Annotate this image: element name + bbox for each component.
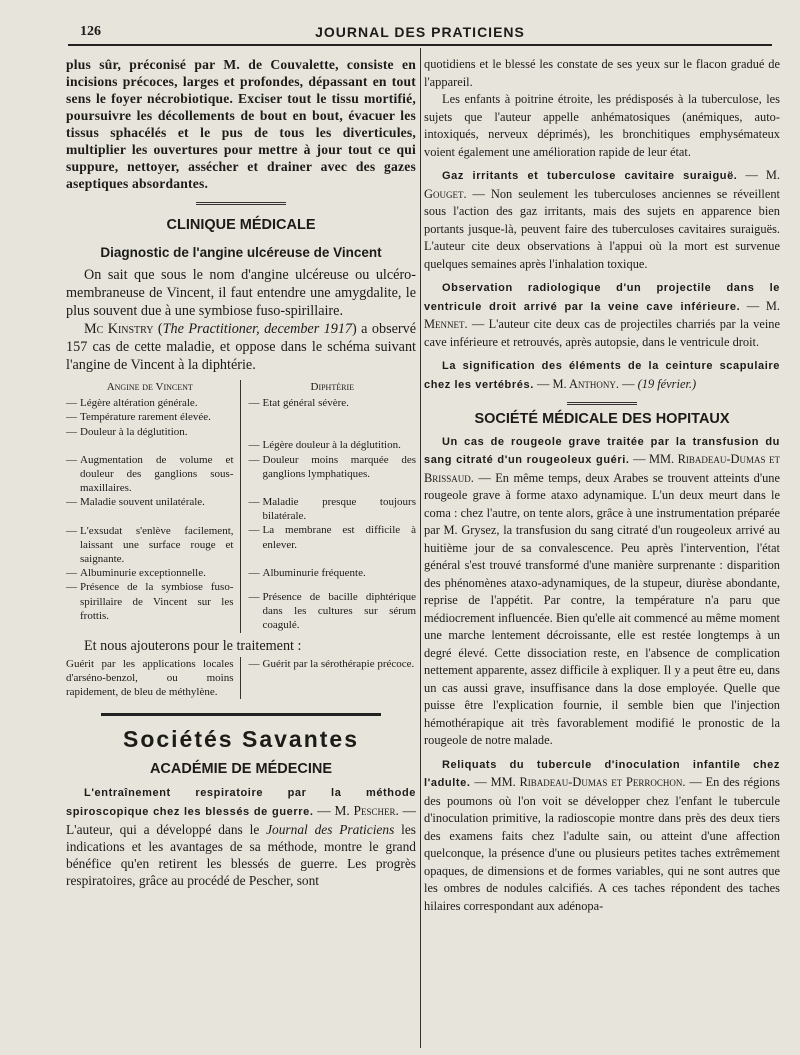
column-heading: Diphtérie — [310, 381, 354, 393]
author-name: M. Anthony. — [552, 376, 620, 391]
running-header — [68, 20, 772, 46]
list-item-text: Albuminurie exceptionnelle. — [80, 567, 206, 580]
list-item-text: L'exsudat s'enlève facilement, laissant une surface rouge et saignante. — [80, 524, 234, 566]
list-item-text: Augmentation de volume et douleur des ganglions sous-maxillaires. — [80, 453, 234, 495]
paragraph: On sait que sous le nom d'angine ulcéreuse ou ulcéro-membraneuse de Vincent, il faut entendre une amygdalite, le plus souvent due à une symbiose fuso-spirillaire. — [66, 267, 416, 319]
journal-title: JOURNAL DES PRATICIENS — [315, 24, 525, 40]
societes-title: Sociétés Savantes — [122, 726, 359, 753]
runin-title: Un cas de rougeole grave traitée par la transfusion du sang citraté d'un rougeoleux guéri. — [424, 435, 780, 466]
column-heading: Angine de Vincent — [106, 381, 193, 393]
session-date: (19 février.) — [637, 376, 697, 391]
list-item-text: Albuminurie fréquente. — [262, 566, 366, 579]
academie-paragraph: L'entraînement respiratoire par la méthode spiroscopique chez les blessés de guerre. — M. Pescher. — L'auteur, qui a développé dans le Journal des Praticiens les indications et les avantages de sa méthode, montre le grand bénéfice qu'en retirent les blessés de guerre. Les progrès respiratoires, grâce au procédé de Pescher, sont — [66, 787, 416, 889]
left-column — [66, 56, 416, 1046]
comparison-column-diphtheria — [241, 380, 417, 633]
paragraph: Les enfants à poitrine étroite, les prédisposés à la tuberculose, les sujets que l'auteur appelle anhématosiques (anémiques, auto-intoxiqués, nerveux déprimés), les bronchitiques emphysémateux voient également une amélioration rapide de leur état. — [424, 92, 780, 159]
list-item-text: Douleur à la déglutition. — [80, 425, 188, 438]
list-item: — Présence de bacille diphtérique dans les cultures sur sérum coagulé. — [248, 591, 416, 632]
list-item-text: Douleur moins marquée des ganglions lymphatiques. — [262, 453, 416, 480]
list-item: — La membrane est difficile à enlever. — [248, 524, 416, 551]
paragraph-text: Non seulement les tuberculoses anciennes se réveillent sous l'action des gaz irritants, mais des sujets en apparence bien portants jusque-là, peuvent faire des tuberculoses cavitaires suraiguës. L'auteur cite deux observations à l'appui où la mort est survenue quelques semaines après l'inhalation toxique. — [424, 186, 780, 271]
runin-title: Observation radiologique d'un projectile dans le ventricule droit arrivé par la veine cave inférieure. — [424, 282, 780, 313]
list-item: — Douleur à la déglutition. — [66, 425, 234, 439]
treatment-intro: Et nous ajouterons pour le traitement : — [84, 637, 302, 654]
journal-citation: Journal des Praticiens — [266, 822, 395, 838]
smh-title: SOCIÉTÉ MÉDICALE DES HOPITAUX — [474, 411, 730, 427]
list-item: — Etat général sévère. — [249, 396, 417, 410]
section-divider — [567, 402, 637, 405]
treatment-diphtheria: — Guérit par la sérothérapie précoce. — [248, 657, 415, 670]
article-title: Diagnostic de l'angine ulcéreuse de Vincent — [100, 245, 382, 260]
paragraph: quotidiens et le blessé les constate de ses yeux sur le flacon gradué de l'appareil. — [424, 57, 780, 89]
runin-title: La signification des éléments de la ceinture scapulaire chez les vertébrés. — [424, 360, 780, 391]
paragraph-text: En même temps, deux Arabes se trouvent atteints d'une rougeole grave à forme ataxo adynamique. L'un deux meurt dans le coma : chez l'autre, on tente alors, grâce à une instrumentation préparée par M. Grysez, la transfusion du sang citraté d'un rougeoleux arrivé au huitième jour de sa convalescence. Peu après l'intervention, l'état général s'est trouvé transformé d'une manière surprenante : disparition des phénomènes ataxo-adynamiques, de la stupeur, diurèse abondante, reprise de l'appétit. Par contre, la température n'a paru que médiocrement influencée. Bien qu'elle ait commencé au même moment une marche lentement décroissante, elle est restée longtemps à un degré élevé. Cette dissociation reste, en l'absence de complication nettement apparente, assez difficile à expliquer. Il y a peut être eu, dans un cas aussi grave, insuffisance dans la dose employée. Quelle que puisse être l'explication fournie, il semble bien que l'injection hémothérapique ait très favorablement modifié le pronostic de la rougeole de notre malade. — [424, 470, 780, 747]
list-item-text: La membrane est difficile à enlever. — [262, 524, 416, 551]
list-item: — Présence de la symbiose fuso-spirillaire de Vincent sur les frottis. — [66, 581, 234, 622]
comparison-column-vincent — [66, 380, 241, 633]
list-item: — Maladie presque toujours bilatérale. — [248, 496, 416, 523]
paragraph-text: L'auteur cite deux cas de projectiles charriés par la veine cave inférieure et retrouvés, après autopsie, dans le ventricule droit. — [424, 317, 780, 349]
list-item: — Albuminurie exceptionnelle. — [66, 566, 234, 580]
list-item: — Augmentation de volume et douleur des ganglions sous-maxillaires. — [66, 453, 234, 495]
abstract-rougeole: Un cas de rougeole grave traitée par la transfusion du sang citraté d'un rougeoleux guéri. — MM. Ribadeau-Dumas et Brissaud. — En même temps, deux Arabes se trouvent atteints d'une rougeole grave à forme ataxo adynamique. L'un deux meurt dans le coma : chez l'autre, on tente alors, grâce à une instrumentation préparée par M. Grysez, la transfusion du sang citraté d'un rougeoleux arrivé au huitième jour de sa convalescence. Peu après l'intervention, l'état général s'est trouvé transformé d'une manière surprenante : disparition des phénomènes ataxo-adynamiques, de la stupeur, diurèse abondante, reprise de l'appétit. Par contre, la température n'a paru que médiocrement influencée. Bien qu'elle ait commencé au même moment une marche lentement décroissante, elle est restée longtemps à un degré élevé. Cette dissociation reste, en l'absence de complication nettement apparente, assez difficile à expliquer. Il y a peut être eu, dans un cas aussi grave, insuffisance dans la dose employée. Quelle que puisse être l'explication fournie, il semble bien que l'injection hémothérapique ait très favorablement modifié le pronostic de la rougeole de notre malade. — [424, 435, 780, 747]
column-rule — [420, 48, 421, 1048]
paragraph-text: les indications et les avantages de sa méthode, montre le grand bénéfice qu'en retirent les blessés de guerre. Les progrès respiratoires, grâce au procédé de Pescher, sont — [66, 822, 416, 889]
author-name: Mc Kinstry — [84, 321, 154, 337]
runin-title: Reliquats du tubercule d'inoculation infantile chez l'adulte. — [424, 758, 780, 789]
right-column — [424, 56, 780, 1046]
list-item-text: Présence de bacille diphtérique dans les cultures sur sérum coagulé. — [262, 591, 416, 632]
header-rule — [68, 44, 772, 46]
journal-citation: The Practitioner, december 1917 — [162, 321, 353, 337]
treatment-text: Guérit par la sérothérapie précoce. — [262, 657, 415, 670]
author-name: M. Gouget. — [424, 168, 780, 201]
list-item-text: Température rarement élevée. — [80, 411, 211, 424]
abstract-signification: La signification des éléments de la ceinture scapulaire chez les vertébrés. — M. Anthony. — (19 février.) — [424, 360, 780, 391]
author-name: M. Mennet. — [424, 298, 780, 331]
section-title: CLINIQUE MÉDICALE — [166, 217, 316, 233]
list-item: — Légère altération générale. — [66, 396, 234, 410]
list-item-text: Maladie presque toujours bilatérale. — [262, 496, 416, 523]
list-item: — Maladie souvent unilatérale. — [66, 495, 234, 509]
treatment-text: Guérit par les applications locales d'arséno-benzol, ou moins rapidement, de bleu de méthylène. — [66, 657, 234, 699]
list-item: — Température rarement élevée. — [66, 410, 234, 424]
list-item: — Douleur moins marquée des ganglions lymphatiques. — [248, 453, 416, 480]
section-divider — [196, 202, 286, 205]
list-item: — Légère douleur à la déglutition. — [249, 438, 417, 452]
list-item-text: Présence de la symbiose fuso-spirillaire de Vincent sur les frottis. — [80, 581, 234, 622]
list-item: — Albuminurie fréquente. — [249, 566, 417, 580]
runin-title: Gaz irritants et tuberculose cavitaire suraiguë. — [442, 170, 738, 182]
author-name: MM. Ribadeau-Dumas et Brissaud. — [424, 452, 780, 485]
paragraph-text: ) a observé 157 cas de cette maladie, et oppose dans le schéma suivant l'angine de Vincent à la diphtérie. — [66, 321, 416, 373]
intro-paragraph: plus sûr, préconisé par M. de Couvalette, consiste en incisions précoces, larges et profondes, dépassant en tout sens le foyer nécrobiotique. Exciser tout le tissu mortifié, poursuivre les décollements de bout en bout, évacuer les tissus sphacélés et le pus de tous les diverticules, multiplier les ouvertures pour mettre à jour tout ce qui suppure, nettoyer, assécher et drainer avec des gazes aseptiques absordantes. — [66, 57, 416, 191]
abstract-reliquats: Reliquats du tubercule d'inoculation infantile chez l'adulte. — MM. Ribadeau-Dumas et Perrochon. — En des régions des poumons où l'on voit se développer chez l'enfant le tubercule d'inoculation primitive, la radioscopie montre dans près des deux tiers des examens faits chez l'adulte sain, ou atteint d'une affection quelconque, la présence d'une ou plusieurs petites taches extrêmement opaques, de dimensions et de formes variables, qui ne sont autres que les ombres de nodules calcifiés. A ces taches répondent des taches hilaires correspondant aux adénopa- — [424, 758, 780, 913]
section-rule — [101, 713, 381, 716]
author-name: M. Pescher. — [334, 803, 399, 819]
abstract-gaz: Gaz irritants et tuberculose cavitaire suraiguë. — M. Gouget. — Non seulement les tuberculoses anciennes se réveillent sous l'action des gaz irritants, mais des sujets en apparence bien portants jusque-là, peuvent faire des tuberculoses cavitaires suraiguës. L'auteur cite deux observations à l'appui où la mort est survenue quelques semaines après l'inhalation toxique. — [424, 168, 780, 271]
abstract-observation: Observation radiologique d'un projectile dans le ventricule droit arrivé par la veine cave inférieure. — M. Mennet. — L'auteur cite deux cas de projectiles charriés par la veine cave inférieure et retrouvés, après autopsie, dans le ventricule droit. — [424, 282, 780, 349]
runin-title: L'entraînement respiratoire par la méthode spiroscopique chez les blessés de guerre. — [66, 787, 416, 819]
academie-title: ACADÉMIE DE MÉDECINE — [149, 761, 333, 778]
paragraph: Mc Kinstry (The Practitioner, december 1917) a observé 157 cas de cette maladie, et oppose dans le schéma suivant l'angine de Vincent à la diphtérie. — [66, 321, 416, 373]
paragraph-text: L'auteur, qui a développé dans le — [66, 822, 260, 838]
treatment-table — [66, 657, 416, 700]
list-item-text: Légère douleur à la déglutition. — [262, 439, 401, 452]
list-item-text: Maladie souvent unilatérale. — [80, 496, 205, 509]
list-item-text: Etat général sévère. — [262, 397, 349, 410]
page-number: 126 — [80, 24, 101, 39]
list-item-text: Légère altération générale. — [80, 397, 198, 410]
list-item: — L'exsudat s'enlève facilement, laissant une surface rouge et saignante. — [66, 524, 234, 566]
comparison-table — [66, 380, 416, 633]
treatment-vincent — [66, 657, 241, 700]
author-name: MM. Ribadeau-Dumas et Perrochon. — [490, 775, 686, 789]
paragraph-text: En des régions des poumons où l'on voit se développer chez l'enfant le tubercule d'inoculation primitive, la radioscopie montre dans près des deux tiers des examens faits chez l'adulte sain, ou atteint d'une affection quelconque, la présence d'une ou plusieurs petites taches extrêmement opaques, de dimensions et de formes variables, qui ne sont autres que les ombres de nodules calcifiés. A ces taches répondent des taches hilaires correspondant aux adénopa- — [424, 775, 780, 913]
